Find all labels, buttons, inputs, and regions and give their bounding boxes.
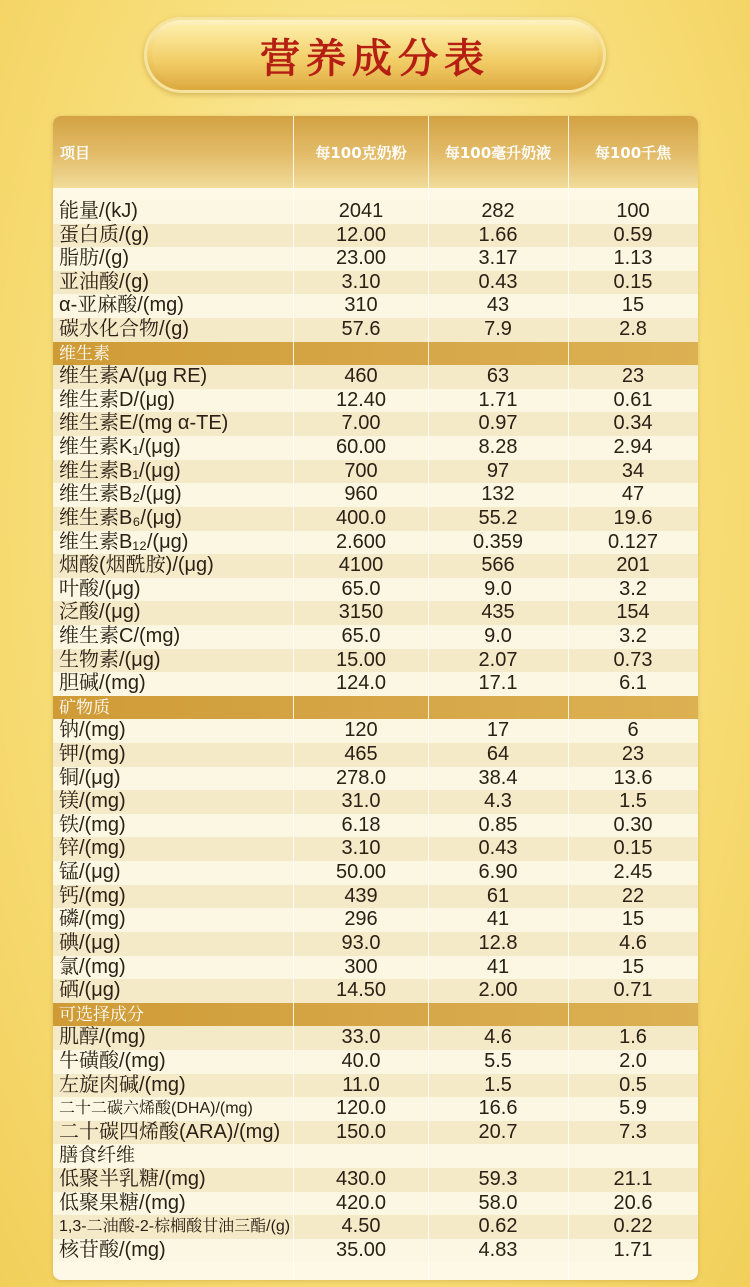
nutrient-name: 碳水化合物/(g) (59, 318, 189, 341)
value-per-100kj: 22 (621, 884, 645, 907)
value-per-100g: 465 (344, 743, 378, 766)
value-per-100ml: 1.5 (484, 1073, 512, 1096)
value-per-100ml: 12.8 (478, 931, 518, 954)
header-per-100g-powder: 每100克奶粉 (315, 143, 407, 162)
value-per-100ml: 5.5 (484, 1049, 512, 1072)
value-per-100kj: 2.94 (613, 436, 653, 459)
value-per-100kj: 6.1 (619, 672, 647, 695)
value-per-100ml: 0.43 (478, 837, 518, 860)
value-per-100ml: 20.7 (478, 1120, 518, 1143)
value-per-100ml: 43 (486, 294, 510, 317)
header-per-100ml-milk: 每100毫升奶液 (444, 143, 552, 162)
section-label: 矿物质 (59, 697, 110, 717)
table-row (53, 1192, 698, 1216)
value-per-100g: 150.0 (335, 1120, 387, 1143)
table-row (53, 979, 698, 1003)
table-row (53, 365, 698, 389)
value-per-100g: 120.0 (335, 1097, 387, 1120)
nutrient-name: 左旋肉碱/(mg) (59, 1073, 186, 1096)
value-per-100g: 14.50 (335, 979, 387, 1002)
value-per-100ml: 8.28 (478, 436, 518, 459)
nutrition-table (53, 116, 698, 1280)
value-per-100kj: 100 (616, 200, 650, 222)
table-row (53, 767, 698, 791)
value-per-100g: 2041 (338, 200, 384, 222)
value-per-100g: 65.0 (341, 577, 381, 600)
value-per-100ml: 64 (486, 743, 510, 766)
table-row (53, 389, 698, 413)
value-per-100ml: 132 (481, 483, 515, 506)
nutrient-name: 泛酸/(μg) (59, 601, 141, 624)
nutrient-name: 维生素B₆/(μg) (59, 506, 182, 529)
value-per-100g: 4100 (338, 554, 384, 577)
header-per-100kj: 每100千焦 (594, 143, 672, 162)
value-per-100kj: 2.45 (613, 861, 653, 884)
value-per-100kj: 0.15 (613, 270, 653, 293)
value-per-100g: 420.0 (335, 1191, 387, 1214)
value-per-100g: 11.0 (342, 1073, 380, 1096)
nutrient-name: 胆碱/(mg) (59, 672, 146, 695)
table-row (53, 1097, 698, 1121)
value-per-100kj: 34 (621, 459, 645, 482)
value-per-100ml: 58.0 (478, 1191, 518, 1214)
nutrient-name: 维生素A/(μg RE) (59, 365, 208, 388)
value-per-100g: 3.10 (341, 837, 381, 860)
table-row (53, 743, 698, 767)
value-per-100kj: 21.1 (613, 1167, 653, 1190)
table-row (53, 1215, 698, 1239)
value-per-100kj: 19.6 (613, 506, 653, 529)
value-per-100g: 2.600 (335, 530, 387, 553)
value-per-100g: 960 (344, 483, 378, 506)
nutrient-name: 氯/(mg) (59, 955, 126, 978)
value-per-100ml: 61 (486, 884, 510, 907)
value-per-100ml: 16.6 (478, 1097, 518, 1120)
nutrient-name: 1,3-二油酸-2-棕榈酸甘油三酯/(g) (59, 1218, 291, 1236)
value-per-100kj: 2.0 (619, 1049, 647, 1072)
value-per-100ml: 38.4 (478, 766, 518, 789)
value-per-100g: 65.0 (341, 624, 381, 647)
value-per-100ml: 0.97 (478, 412, 518, 435)
column-divider (428, 116, 429, 1280)
value-per-100kj: 1.71 (613, 1238, 653, 1261)
value-per-100kj: 13.6 (613, 766, 653, 789)
value-per-100ml: 1.71 (478, 388, 518, 411)
table-row (53, 200, 698, 224)
value-per-100kj: 3.2 (619, 624, 647, 647)
table-row (53, 578, 698, 602)
value-per-100ml: 3.17 (478, 247, 518, 270)
nutrient-name: 维生素K₁/(μg) (59, 436, 181, 459)
section-row (53, 1144, 698, 1168)
value-per-100ml: 2.00 (478, 979, 518, 1002)
table-row (53, 1074, 698, 1098)
nutrient-name: 维生素B₁/(μg) (59, 459, 181, 482)
value-per-100kj: 3.2 (619, 577, 647, 600)
value-per-100ml: 4.83 (478, 1238, 518, 1261)
value-per-100g: 15.00 (335, 648, 387, 671)
table-row (53, 271, 698, 295)
value-per-100ml: 41 (486, 955, 510, 978)
header-item: 项目 (60, 143, 91, 162)
value-per-100kj: 0.59 (613, 223, 653, 246)
column-divider (568, 116, 569, 1280)
value-per-100ml: 4.6 (484, 1026, 512, 1049)
value-per-100ml: 7.9 (484, 318, 512, 341)
table-row (53, 507, 698, 531)
value-per-100kj: 1.13 (613, 247, 653, 270)
value-per-100g: 4.50 (341, 1215, 381, 1238)
table-row (53, 436, 698, 460)
value-per-100ml: 1.66 (478, 223, 518, 246)
column-divider (293, 116, 294, 1280)
table-row (53, 1050, 698, 1074)
table-row (53, 601, 698, 625)
value-per-100kj: 23 (621, 743, 645, 766)
table-row (53, 1121, 698, 1145)
value-per-100g: 3.10 (341, 270, 381, 293)
nutrient-name: 二十二碳六烯酸(DHA)/(mg) (59, 1100, 253, 1118)
value-per-100kj: 0.5 (619, 1073, 647, 1096)
table-row (53, 247, 698, 271)
value-per-100kj: 0.34 (613, 412, 653, 435)
table-row (53, 1168, 698, 1192)
table-row (53, 932, 698, 956)
value-per-100ml: 0.85 (478, 813, 518, 836)
table-row (53, 837, 698, 861)
nutrient-name: 维生素B₁₂/(μg) (59, 530, 189, 553)
value-per-100ml: 4.3 (484, 790, 512, 813)
nutrient-name: 脂肪/(g) (59, 247, 129, 270)
table-row (53, 531, 698, 555)
nutrient-name: 生物素/(μg) (59, 648, 161, 671)
value-per-100kj: 6 (627, 719, 639, 742)
value-per-100g: 296 (344, 908, 378, 931)
value-per-100kj: 154 (616, 601, 650, 624)
title-banner-inner (152, 25, 598, 85)
value-per-100ml: 41 (486, 908, 510, 931)
table-row (53, 625, 698, 649)
table-row (53, 885, 698, 909)
value-per-100kj: 20.6 (613, 1191, 653, 1214)
value-per-100ml: 59.3 (478, 1167, 518, 1190)
value-per-100ml: 55.2 (478, 506, 518, 529)
value-per-100g: 120 (344, 719, 378, 742)
value-per-100kj: 201 (616, 554, 650, 577)
nutrient-name: 锰/(μg) (59, 861, 121, 884)
nutrient-name: 锌/(mg) (59, 837, 126, 860)
value-per-100g: 278.0 (335, 766, 387, 789)
value-per-100kj: 15 (621, 908, 645, 931)
nutrient-name: 能量/(kJ) (59, 200, 138, 222)
nutrient-name: 叶酸/(μg) (59, 577, 141, 600)
value-per-100kj: 23 (621, 365, 645, 388)
value-per-100g: 430.0 (335, 1167, 387, 1190)
value-per-100g: 33.0 (341, 1026, 381, 1049)
value-per-100g: 439 (344, 884, 378, 907)
value-per-100kj: 7.3 (619, 1120, 647, 1143)
value-per-100g: 40.0 (341, 1049, 381, 1072)
value-per-100g: 57.6 (341, 318, 381, 341)
value-per-100ml: 2.07 (478, 648, 518, 671)
value-per-100kj: 47 (621, 483, 645, 506)
table-row (53, 318, 698, 342)
value-per-100g: 35.00 (335, 1238, 387, 1261)
table-row (53, 1239, 698, 1263)
table-row (53, 460, 698, 484)
value-per-100g: 310 (344, 294, 378, 317)
value-per-100ml: 435 (481, 601, 515, 624)
nutrient-name: 维生素E/(mg α-TE) (59, 412, 229, 435)
table-row (53, 814, 698, 838)
table-row (53, 672, 698, 696)
nutrient-name: 烟酸(烟酰胺)/(μg) (59, 554, 214, 577)
value-per-100ml: 0.359 (472, 530, 524, 553)
nutrient-name: 亚油酸/(g) (59, 270, 149, 293)
nutrient-name: 硒/(μg) (59, 979, 121, 1002)
value-per-100g: 700 (344, 459, 378, 482)
value-per-100ml: 566 (481, 554, 515, 577)
table-row (53, 790, 698, 814)
table-row (53, 294, 698, 318)
nutrient-name: 低聚半乳糖/(mg) (59, 1167, 206, 1190)
value-per-100kj: 2.8 (619, 318, 647, 341)
value-per-100g: 23.00 (335, 247, 387, 270)
table-header-row (53, 116, 698, 188)
nutrient-name: 牛磺酸/(mg) (59, 1049, 166, 1072)
value-per-100ml: 17 (486, 719, 510, 742)
nutrient-name: 维生素D/(μg) (59, 388, 175, 411)
value-per-100g: 50.00 (335, 861, 387, 884)
value-per-100kj: 5.9 (619, 1097, 647, 1120)
value-per-100g: 3150 (338, 601, 384, 624)
nutrient-name: 磷/(mg) (59, 908, 126, 931)
nutrient-name: 肌醇/(mg) (59, 1026, 146, 1049)
value-per-100kj: 0.22 (613, 1215, 653, 1238)
title-banner (144, 17, 606, 93)
value-per-100ml: 282 (481, 200, 515, 222)
section-row (53, 342, 698, 366)
nutrient-name: 镁/(mg) (59, 790, 126, 813)
value-per-100kj: 4.6 (619, 931, 647, 954)
value-per-100g: 7.00 (341, 412, 381, 435)
nutrient-name: 蛋白质/(g) (59, 223, 149, 246)
table-row (53, 412, 698, 436)
nutrient-name: 维生素C/(mg) (59, 624, 181, 647)
value-per-100g: 400.0 (335, 506, 387, 529)
nutrient-name: 二十碳四烯酸(ARA)/(mg) (59, 1120, 281, 1143)
nutrient-name: 低聚果糖/(mg) (59, 1191, 186, 1214)
nutrient-name: α-亚麻酸/(mg) (59, 294, 184, 317)
table-row (53, 861, 698, 885)
value-per-100ml: 0.62 (478, 1215, 518, 1238)
table-row (53, 956, 698, 980)
section-label: 膳食纤维 (59, 1145, 136, 1167)
value-per-100kj: 1.6 (619, 1026, 647, 1049)
nutrient-name: 钠/(mg) (59, 719, 126, 742)
table-row (53, 224, 698, 248)
table-row (53, 719, 698, 743)
value-per-100ml: 0.43 (478, 270, 518, 293)
value-per-100g: 93.0 (341, 931, 381, 954)
table-row (53, 554, 698, 578)
value-per-100ml: 97 (486, 459, 510, 482)
table-row (53, 908, 698, 932)
value-per-100ml: 6.90 (478, 861, 518, 884)
nutrient-name: 碘/(μg) (59, 931, 121, 954)
nutrient-name: 铁/(mg) (59, 813, 126, 836)
section-row (53, 1003, 698, 1027)
value-per-100g: 31.0 (341, 790, 381, 813)
value-per-100kj: 0.71 (613, 979, 653, 1002)
value-per-100ml: 63 (486, 365, 510, 388)
section-row (53, 696, 698, 720)
table-row (53, 649, 698, 673)
nutrient-name: 钙/(mg) (59, 884, 126, 907)
value-per-100kj: 0.15 (613, 837, 653, 860)
value-per-100kj: 15 (621, 294, 645, 317)
value-per-100kj: 1.5 (619, 790, 647, 813)
value-per-100kj: 0.61 (613, 388, 653, 411)
table-row (53, 483, 698, 507)
value-per-100ml: 9.0 (484, 577, 512, 600)
section-label: 可选择成分 (59, 1004, 144, 1024)
value-per-100ml: 9.0 (484, 624, 512, 647)
value-per-100g: 60.00 (335, 436, 387, 459)
value-per-100g: 12.00 (335, 223, 387, 246)
value-per-100ml: 17.1 (478, 672, 518, 695)
nutrient-name: 维生素B₂/(μg) (59, 483, 182, 506)
value-per-100kj: 15 (621, 955, 645, 978)
value-per-100kj: 0.73 (613, 648, 653, 671)
value-per-100g: 12.40 (335, 388, 387, 411)
value-per-100kj: 0.127 (607, 530, 659, 553)
value-per-100g: 460 (344, 365, 378, 388)
table-body (53, 200, 698, 1262)
value-per-100g: 6.18 (341, 813, 381, 836)
value-per-100g: 300 (344, 955, 378, 978)
value-per-100kj: 0.30 (613, 813, 653, 836)
nutrient-name: 核苷酸/(mg) (59, 1238, 166, 1261)
nutrient-name: 钾/(mg) (59, 743, 126, 766)
page-title: 营养成分表 (260, 35, 490, 82)
section-label: 维生素 (59, 343, 110, 363)
value-per-100g: 124.0 (335, 672, 387, 695)
nutrient-name: 铜/(μg) (59, 766, 121, 789)
table-row (53, 1026, 698, 1050)
